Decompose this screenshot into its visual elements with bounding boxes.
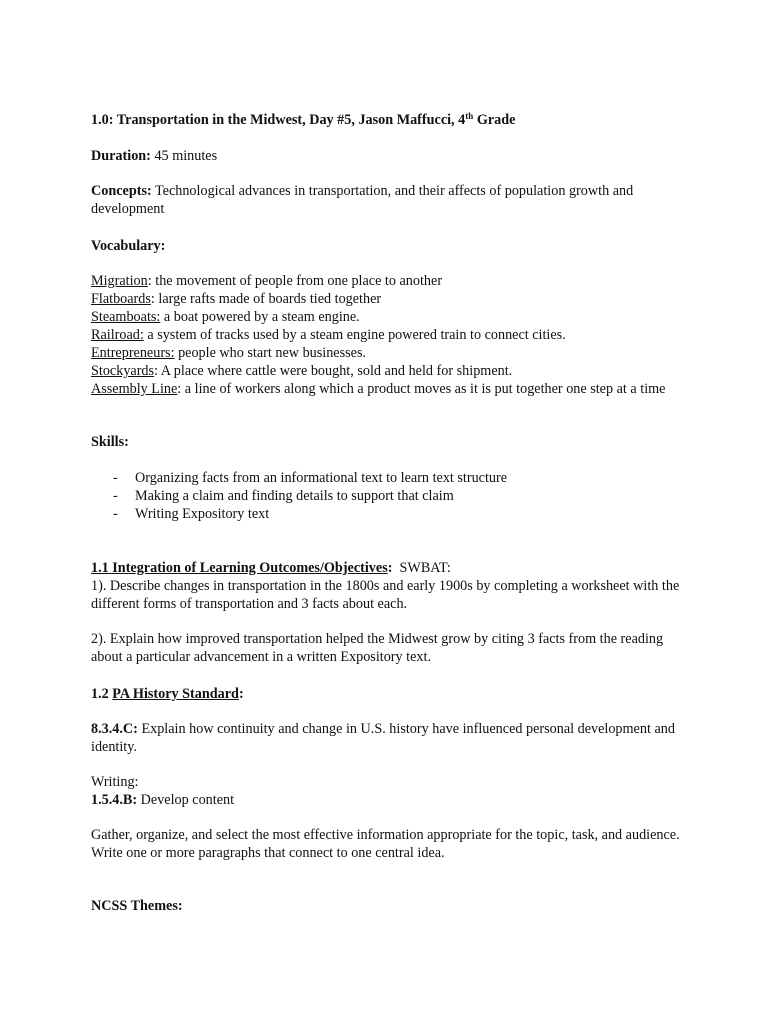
bullet-dash: - xyxy=(113,470,118,486)
bullet-dash: - xyxy=(113,506,118,522)
vocab-definition: A place where cattle were bought, sold and held for shipment. xyxy=(158,363,513,379)
vocab-item xyxy=(91,308,691,326)
concepts-value: Technological advances in transportation, and their affects of population growth and development xyxy=(91,183,634,217)
vocab-definition: large rafts made of boards tied together xyxy=(154,291,382,307)
vocab-item: Migration: the movement of people from one place to another xyxy=(91,273,443,289)
duration-value: 45 minutes xyxy=(150,148,218,164)
title-superscript: th xyxy=(465,111,474,121)
skills-heading: Skills: xyxy=(91,434,129,450)
page-title xyxy=(91,111,691,129)
objectives-section xyxy=(91,559,691,613)
standard-heading: 1.2 PA History Standard: xyxy=(91,686,244,702)
standard-code: 8.3.4.C: xyxy=(91,721,138,737)
vocab-term: Assembly Line xyxy=(91,381,178,397)
writing-standard: 1.5.4.B: Develop content xyxy=(91,792,235,808)
vocab-term: Steamboats: xyxy=(91,309,161,325)
list-item: - Making a claim and finding details to support that claim xyxy=(113,488,454,504)
vocab-item: Assembly Line: a line of workers along which a product moves as it is put together one step at a time xyxy=(91,381,666,397)
concepts-label: Concepts: xyxy=(91,183,152,199)
vocab-definition: a boat powered by a steam engine. xyxy=(160,309,360,325)
writing-section xyxy=(91,773,691,809)
objective-1: 1). Describe changes in transportation in the 1800s and early 1900s by completing a worksheet with the different forms of transportation and 3 facts about each. xyxy=(91,578,680,612)
vocab-term: Railroad: xyxy=(91,327,144,343)
vocab-definition: people who start new businesses. xyxy=(174,345,367,361)
vocab-term: Stockyards xyxy=(91,363,155,379)
vocab-definition: a line of workers along which a product moves as it is put together one step at a time xyxy=(181,381,666,397)
writing-code: 1.5.4.B: xyxy=(91,792,138,808)
standard-paragraph: 8.3.4.C: Explain how continuity and change in U.S. history have influenced personal development and identity. xyxy=(91,721,675,755)
title-text: 1.0: Transportation in the Midwest, Day #5, Jason Maffucci, 4 xyxy=(91,112,466,128)
objectives-heading: 1.1 Integration of Learning Outcomes/Objectives: SWBAT: xyxy=(91,560,451,576)
swbat-label: SWBAT: xyxy=(392,560,451,576)
vocab-definition: the movement of people from one place to another xyxy=(151,273,443,289)
list-item: - Writing Expository text xyxy=(113,506,270,522)
title-suffix: Grade xyxy=(473,112,516,128)
vocabulary-heading: Vocabulary: xyxy=(91,238,166,254)
vocab-item xyxy=(91,326,691,344)
duration-line xyxy=(91,147,691,165)
concepts-paragraph xyxy=(91,182,691,218)
bullet-dash: - xyxy=(113,488,118,504)
skills-list xyxy=(91,469,691,523)
vocab-term: Flatboards xyxy=(91,291,151,307)
vocab-definition: a system of tracks used by a steam engine powered train to connect cities. xyxy=(143,327,566,343)
ncss-heading: NCSS Themes: xyxy=(91,898,183,914)
objective-2: 2). Explain how improved transportation helped the Midwest grow by citing 3 facts from the reading about a particular advancement in a written Expository text. xyxy=(91,631,664,665)
vocab-item: Flatboards: large rafts made of boards tied together xyxy=(91,291,382,307)
vocab-term: Migration xyxy=(91,273,148,289)
vocabulary-list xyxy=(91,272,691,398)
vocab-item xyxy=(91,344,691,362)
vocab-term: Entrepreneurs: xyxy=(91,345,175,361)
list-item: - Organizing facts from an informational text to learn text structure xyxy=(113,470,508,486)
duration-label: Duration: xyxy=(91,148,151,164)
writing-paragraph: Gather, organize, and select the most effective information appropriate for the topic, task, and audience. Write one or more paragraphs that connect to one central idea. xyxy=(91,827,680,861)
writing-label: Writing: xyxy=(91,774,139,790)
vocab-item: Stockyards: A place where cattle were bought, sold and held for shipment. xyxy=(91,363,513,379)
